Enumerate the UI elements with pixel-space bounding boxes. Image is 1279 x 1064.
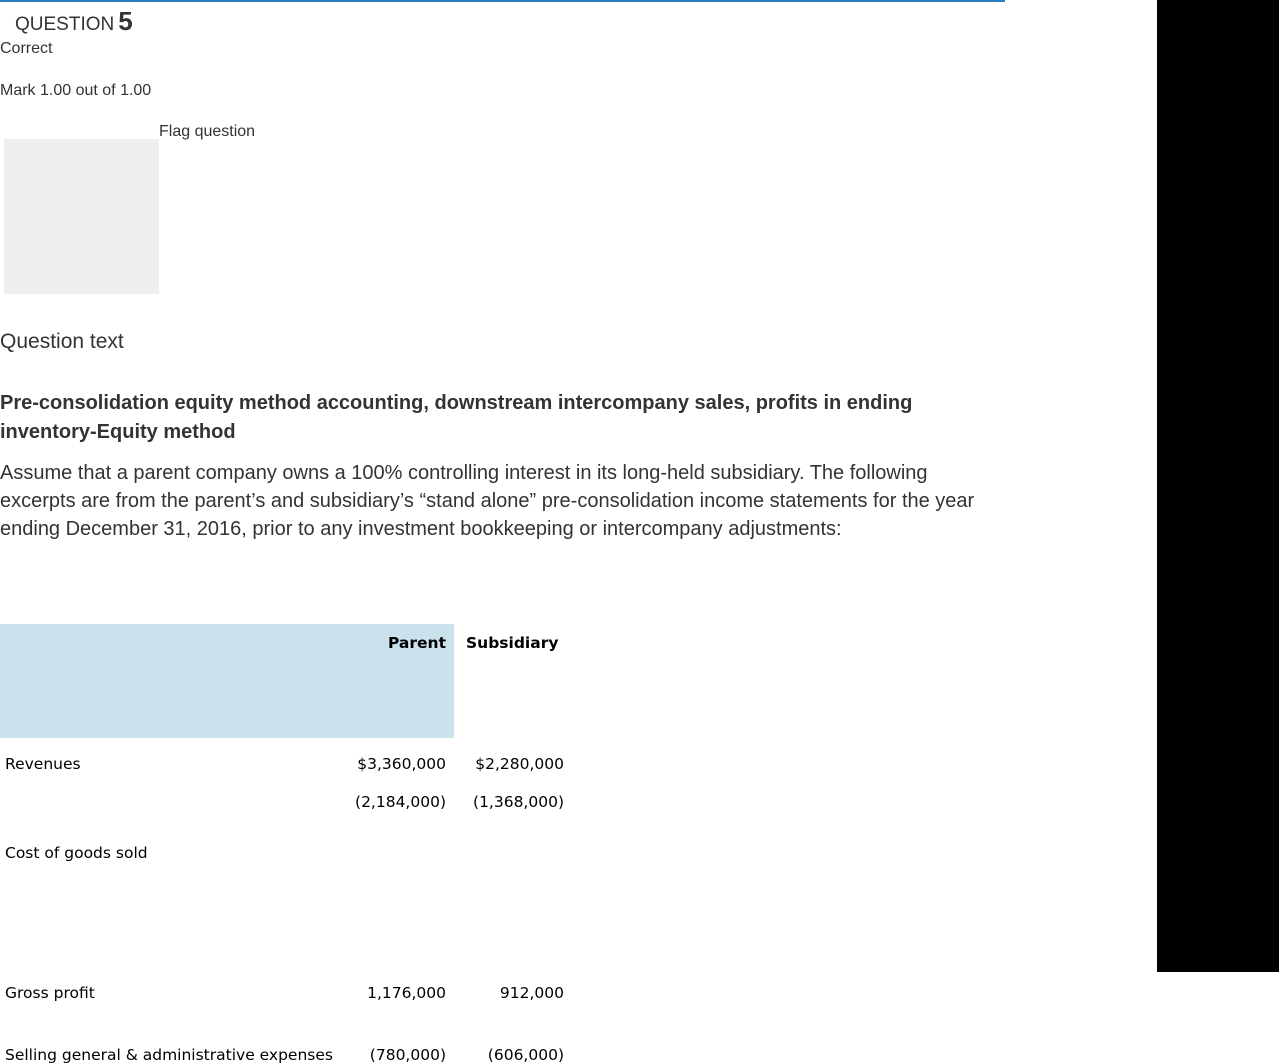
row-label: Revenues	[5, 755, 81, 773]
top-divider	[0, 0, 1005, 2]
subsidiary-value: 912,000	[499, 984, 564, 1002]
header-cell-parent: Parent	[346, 624, 454, 738]
question-grade: Mark 1.00 out of 1.00	[0, 82, 152, 99]
parent-value: (780,000)	[369, 1046, 446, 1064]
question-label: QUESTION	[15, 14, 115, 35]
question-title: Pre-consolidation equity method accounting, downstream intercompany sales, profits in ending inventory-Equity method	[0, 392, 913, 443]
header-cell-label	[0, 624, 346, 738]
question-text-heading: Question text	[0, 330, 124, 353]
table-row	[0, 790, 566, 952]
table-row	[0, 1008, 566, 1064]
question-state: Correct	[0, 40, 53, 57]
subsidiary-value: (1,368,000)	[473, 793, 564, 811]
row-label: Gross profit	[5, 984, 95, 1002]
parent-value: (2,184,000)	[355, 793, 446, 811]
table-row	[0, 952, 566, 1008]
table-header-row	[0, 624, 566, 738]
right-black-panel	[1157, 0, 1279, 972]
flag-icon[interactable]	[4, 139, 159, 294]
income-statement-table	[0, 624, 566, 1064]
row-label: Selling general & administrative expenses	[5, 1046, 333, 1064]
question-number-value: 5	[118, 6, 133, 36]
parent-value: $3,360,000	[357, 755, 446, 773]
flag-question-link[interactable]: Flag question	[159, 123, 256, 140]
parent-value: 1,176,000	[367, 984, 446, 1002]
subsidiary-value: (606,000)	[487, 1046, 564, 1064]
question-body: Assume that a parent company owns a 100% controlling interest in its long-held subsidiary. The following excerpts are from the parent’s and subsidiary’s “stand alone” pre-consolidation income statements for the year ending December 31, 2016, prior to any investment bookkeeping or intercompany adjustments:	[0, 462, 975, 540]
subsidiary-value: $2,280,000	[475, 755, 564, 773]
question-number	[15, 6, 133, 37]
table-row	[0, 738, 566, 790]
header-cell-subsidiary: Subsidiary	[466, 634, 559, 652]
row-label: Cost of goods sold	[5, 844, 148, 862]
